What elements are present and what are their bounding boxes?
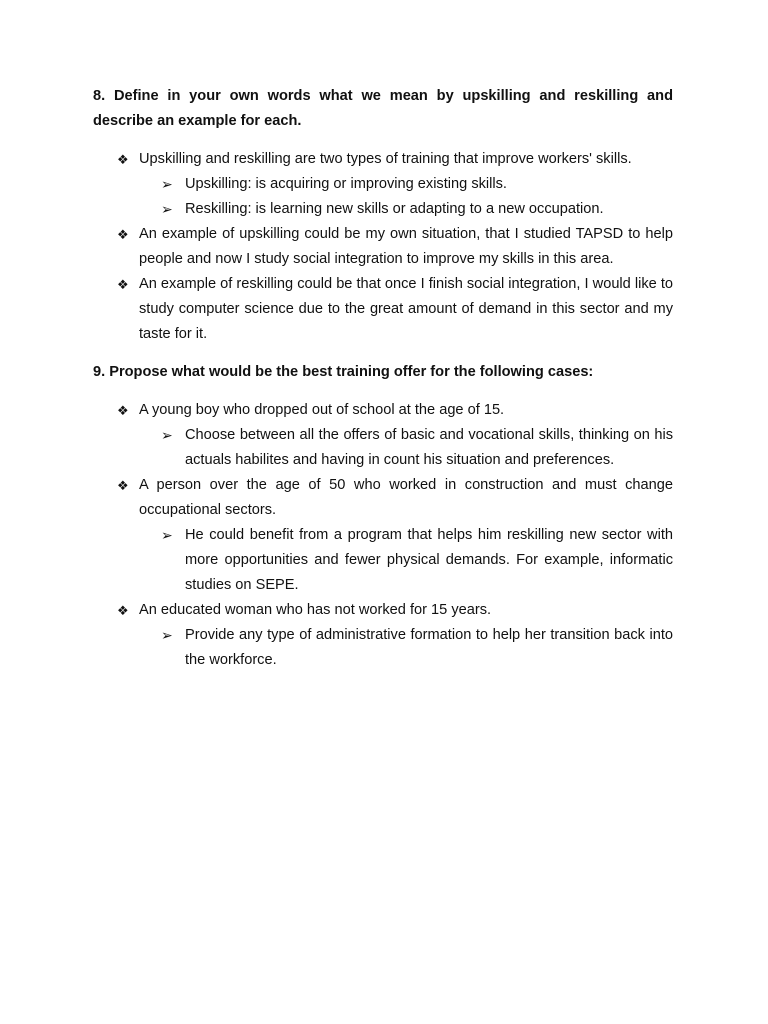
list-item-text: Upskilling and reskilling are two types of training that improve workers' skills.: [139, 151, 632, 167]
arrowhead-bullet-icon: ➢: [161, 201, 173, 217]
list-item: [93, 473, 673, 598]
arrowhead-bullet-icon: ➢: [161, 527, 173, 543]
arrowhead-bullet-icon: ➢: [161, 627, 173, 643]
list-item-text: An example of upskilling could be my own situation, that I studied TAPSD to help people and now I study social integration to improve my skills in this area.: [139, 226, 673, 267]
list-item: [93, 598, 673, 673]
list-item: [93, 147, 673, 222]
sub-list: [139, 623, 673, 673]
sub-list: [139, 523, 673, 598]
list-item: [93, 222, 673, 272]
list-item-text: A young boy who dropped out of school at the age of 15.: [139, 402, 505, 418]
question-9: [93, 360, 673, 673]
question-8: [93, 84, 673, 347]
question-8-answer-list: [93, 147, 673, 347]
sub-list-item: [139, 197, 673, 222]
sub-list-item-text: Choose between all the offers of basic and vocational skills, thinking on his actuals habilites and having in count his situation and preferences.: [185, 427, 673, 468]
diamond-bullet-icon: ❖: [117, 277, 129, 292]
sub-list-item-text: Provide any type of administrative formation to help her transition back into the workforce.: [185, 627, 673, 668]
list-item-text: An educated woman who has not worked for 15 years.: [139, 602, 492, 618]
list-item: [93, 272, 673, 347]
question-9-title: 9. Propose what would be the best training offer for the following cases:: [93, 364, 594, 380]
sub-list-item: [139, 423, 673, 473]
diamond-bullet-icon: ❖: [117, 478, 129, 493]
list-item-text: An example of reskilling could be that once I finish social integration, I would like to study computer science due to the great amount of demand in this sector and my taste for it.: [139, 276, 673, 342]
sub-list-item-text: Upskilling: is acquiring or improving existing skills.: [185, 176, 507, 192]
sub-list-item: [139, 172, 673, 197]
sub-list-item: [139, 523, 673, 598]
question-9-answer-list: [93, 398, 673, 673]
sub-list-item: [139, 623, 673, 673]
diamond-bullet-icon: ❖: [117, 403, 129, 418]
diamond-bullet-icon: ❖: [117, 603, 129, 618]
sub-list-item-text: He could benefit from a program that helps him reskilling new sector with more opportunities and fewer physical demands. For example, informatic studies on SEPE.: [185, 527, 673, 593]
question-8-title: 8. Define in your own words what we mean by upskilling and reskilling and describe an example for each.: [93, 88, 673, 129]
diamond-bullet-icon: ❖: [117, 152, 129, 167]
document-page: [93, 84, 673, 673]
list-item-text: A person over the age of 50 who worked in construction and must change occupational sectors.: [139, 477, 673, 518]
sub-list: [139, 172, 673, 222]
arrowhead-bullet-icon: ➢: [161, 176, 173, 192]
sub-list-item-text: Reskilling: is learning new skills or adapting to a new occupation.: [185, 201, 604, 217]
list-item: [93, 398, 673, 473]
sub-list: [139, 423, 673, 473]
arrowhead-bullet-icon: ➢: [161, 427, 173, 443]
diamond-bullet-icon: ❖: [117, 227, 129, 242]
